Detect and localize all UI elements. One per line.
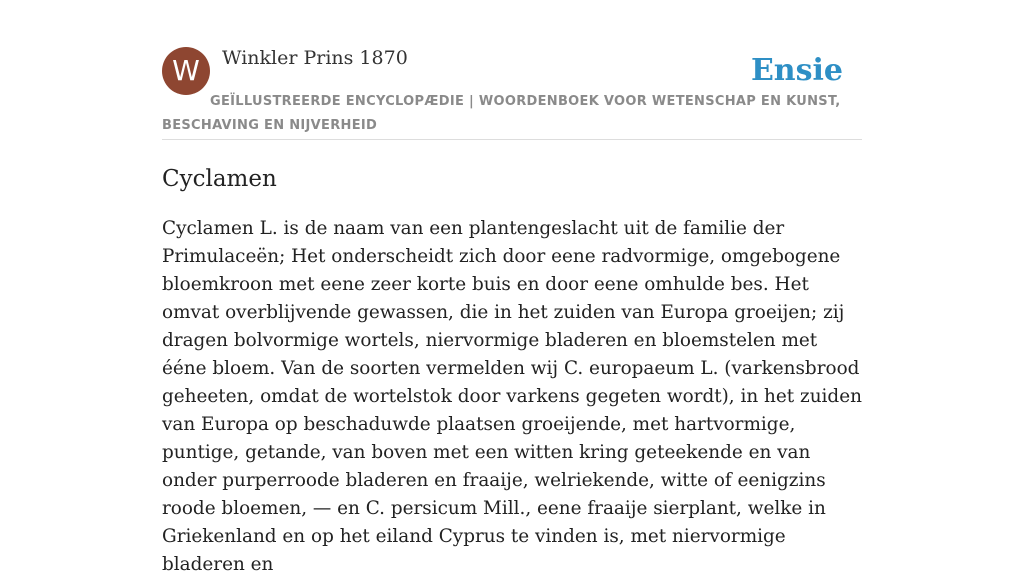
source-subtitle: GEÏLLUSTREERDE ENCYCLOPÆDIE | WOORDENBOEK VOOR WETENSCHAP EN KUNST, BESCHAVING EN NIJVERHEID	[162, 94, 841, 133]
brand-logo[interactable]: Ensie	[750, 53, 843, 88]
article-body: Cyclamen L. is de naam van een plantengeslacht uit de familie der Primulaceën; Het onderscheidt zich door eene radvormige, omgebogene bloemkroon met eene zeer korte buis en door eene omhulde bes. Het omvat overblijvende gewassen, die in het zuiden van Europa groeijen; zij dragen bolvormige wortels, niervormige bladeren en bloemstelen met ééne bloem. Van de soorten vermelden wij C. europaeum L. (varkensbrood geheeten, omdat de wortelstok door varkens gegeten wordt), in het zuiden van Europa op beschaduwde plaatsen groeijende, met hartvormige, puntige, getande, van boven met een witten kring geteekende en van onder purperroode bladeren en fraaije, welriekende, witte of eenigzins roode bloemen, — en C. persicum Mill., eene fraaije sierplant, welke in Griekenland en op het eiland Cyprus te vinden is, met niervormige bladeren en	[162, 218, 862, 575]
article-title: Cyclamen	[162, 166, 277, 192]
source-avatar[interactable]: W	[162, 47, 210, 95]
header	[162, 46, 862, 140]
article	[162, 162, 864, 579]
source-title[interactable]: Winkler Prins 1870	[222, 47, 408, 69]
